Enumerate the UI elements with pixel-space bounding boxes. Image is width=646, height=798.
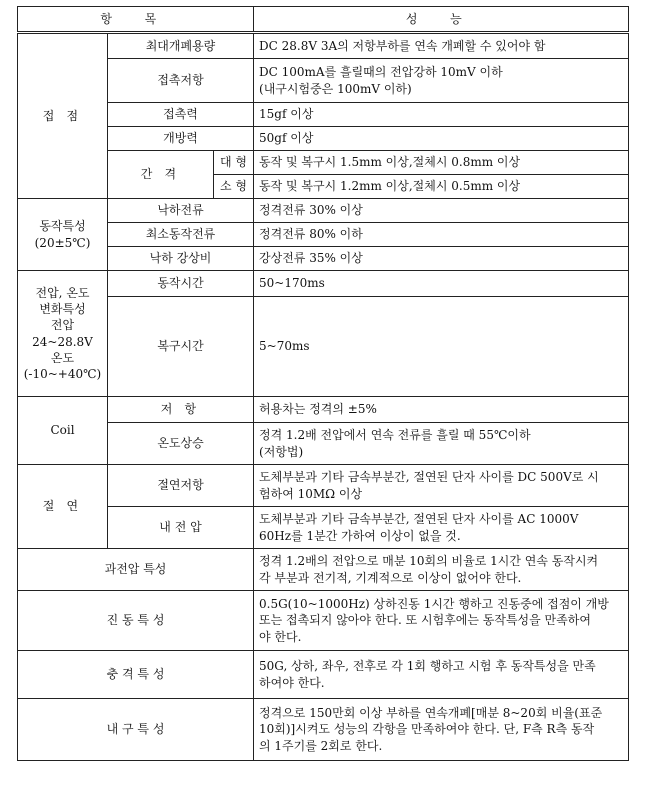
value-operate-time: 50~170ms [254, 271, 629, 297]
label-release-force: 개방력 [108, 127, 254, 151]
vibration-line2: 또는 접촉되지 않아야 한다. 또 시험후에는 동작특성을 만족하여 [259, 613, 591, 628]
overvoltage-line2: 각 부분과 전기적, 기계적으로 이상이 없어야 한다. [259, 570, 522, 585]
row-insulation-resistance [18, 465, 629, 507]
value-withstand [254, 507, 629, 549]
vt-label-line0: 전압, 온도 [35, 285, 90, 300]
shock-line1: 50G, 상하, 좌우, 전후로 각 1회 행하고 시험 후 동작특성을 만족 [259, 659, 596, 674]
contact-resistance-line2: (내구시험중은 100mV 이하) [259, 81, 412, 96]
value-max-capacity: DC 28.8V 3A의 저항부하를 연속 개폐할 수 있어야 함 [254, 33, 629, 59]
operating-label-line1: 동작특성 [39, 219, 86, 234]
row-vibration [18, 591, 629, 651]
value-coil-resistance: 허용차는 정격의 ±5% [254, 397, 629, 423]
vt-label-line1: 변화특성 [39, 302, 86, 317]
vt-label-line4: 온도 [50, 350, 75, 365]
label-operate-time: 동작시간 [108, 271, 254, 297]
operating-label-line2: (20±5℃) [34, 235, 91, 250]
vibration-line1: 0.5G(10~1000Hz) 상하진동 1시간 행하고 진동중에 접점이 개방 [259, 597, 609, 612]
value-recovery-time: 5~70ms [254, 297, 629, 397]
row-coil-resistance [18, 397, 629, 423]
value-contact-resistance [254, 59, 629, 103]
label-shock: 충 격 특 성 [18, 651, 254, 699]
label-gap: 간 격 [108, 151, 214, 199]
value-min-current: 정격전류 80% 이하 [254, 223, 629, 247]
row-max-capacity [18, 33, 629, 59]
label-contact-resistance: 접촉저항 [108, 59, 254, 103]
header-item: 항 목 [18, 7, 254, 33]
row-durability [18, 699, 629, 761]
value-contact-force: 15gf 이상 [254, 103, 629, 127]
section-operating [18, 199, 108, 271]
withstand-line2: 60Hz를 1분간 가하여 이상이 없을 것. [259, 528, 461, 543]
value-gap-small: 동작 및 복구시 1.2mm 이상,절체시 0.5mm 이상 [254, 175, 629, 199]
label-vibration: 진 동 특 성 [18, 591, 254, 651]
row-contact-resistance [18, 59, 629, 103]
value-vibration [254, 591, 629, 651]
value-shock [254, 651, 629, 699]
vt-label-line5: (-10~+40℃) [23, 366, 102, 381]
durability-line2: 10회)]시켜도 성능의 각항을 만족하여야 한다. 단, F측 R측 동작 [259, 722, 595, 737]
label-temp-rise: 온도상승 [108, 423, 254, 465]
temp-rise-line2: (저항법) [259, 444, 304, 459]
value-temp-rise [254, 423, 629, 465]
value-release-force: 50gf 이상 [254, 127, 629, 151]
value-gap-large: 동작 및 복구시 1.5mm 이상,절체시 0.8mm 이상 [254, 151, 629, 175]
row-release-force [18, 127, 629, 151]
row-shock [18, 651, 629, 699]
row-drop-current [18, 199, 629, 223]
value-drop-current: 정격전류 30% 이상 [254, 199, 629, 223]
row-gap-large [18, 151, 629, 175]
row-recovery-time [18, 297, 629, 397]
label-drop-current: 낙하전류 [108, 199, 254, 223]
section-insulation: 절 연 [18, 465, 108, 549]
row-withstand [18, 507, 629, 549]
header-performance: 성 능 [254, 7, 629, 33]
temp-rise-line1: 정격 1.2배 전압에서 연속 전류를 흘릴 때 55℃이하 [259, 428, 531, 443]
section-voltage-temp [18, 271, 108, 397]
label-recovery-time: 복구시간 [108, 297, 254, 397]
contact-resistance-line1: DC 100mA를 흘릴때의 전압강하 10mV 이하 [259, 65, 503, 80]
insulation-resistance-line1: 도체부분과 기타 금속부분간, 절연된 단자 사이를 DC 500V로 시 [259, 470, 599, 485]
value-insulation-resistance [254, 465, 629, 507]
section-coil: Coil [18, 397, 108, 465]
value-drop-ratio: 강상전류 35% 이상 [254, 247, 629, 271]
section-contact: 접 점 [18, 33, 108, 199]
durability-line1: 정격으로 150만회 이상 부하를 연속개폐[매분 8~20회 비율(표준 [259, 706, 603, 721]
row-drop-ratio [18, 247, 629, 271]
label-min-current: 최소동작전류 [108, 223, 254, 247]
vt-label-line3: 24~28.8V [32, 334, 93, 349]
header-row [18, 7, 629, 33]
label-overvoltage: 과전압 특성 [18, 549, 254, 591]
label-gap-small: 소 형 [214, 175, 254, 199]
row-temp-rise [18, 423, 629, 465]
label-contact-force: 접촉력 [108, 103, 254, 127]
insulation-resistance-line2: 험하여 10MΩ 이상 [259, 486, 363, 501]
row-overvoltage [18, 549, 629, 591]
spec-table [17, 6, 629, 761]
label-insulation-resistance: 절연저항 [108, 465, 254, 507]
label-withstand: 내 전 압 [108, 507, 254, 549]
label-max-capacity: 최대개폐용량 [108, 33, 254, 59]
withstand-line1: 도체부분과 기타 금속부분간, 절연된 단자 사이를 AC 1000V [259, 512, 579, 527]
value-overvoltage [254, 549, 629, 591]
row-operate-time [18, 271, 629, 297]
shock-line2: 하여야 한다. [259, 675, 325, 690]
label-gap-large: 대 형 [214, 151, 254, 175]
vibration-line3: 야 한다. [259, 629, 302, 644]
row-contact-force [18, 103, 629, 127]
vt-label-line2: 전압 [50, 318, 75, 333]
label-coil-resistance: 저 항 [108, 397, 254, 423]
overvoltage-line1: 정격 1.2배의 전압으로 매분 10회의 비율로 1시간 연속 동작시켜 [259, 554, 599, 569]
label-durability: 내 구 특 성 [18, 699, 254, 761]
label-drop-ratio: 낙하 강상비 [108, 247, 254, 271]
durability-line3: 의 1주기를 2회로 한다. [259, 738, 383, 753]
row-min-current [18, 223, 629, 247]
value-durability [254, 699, 629, 761]
